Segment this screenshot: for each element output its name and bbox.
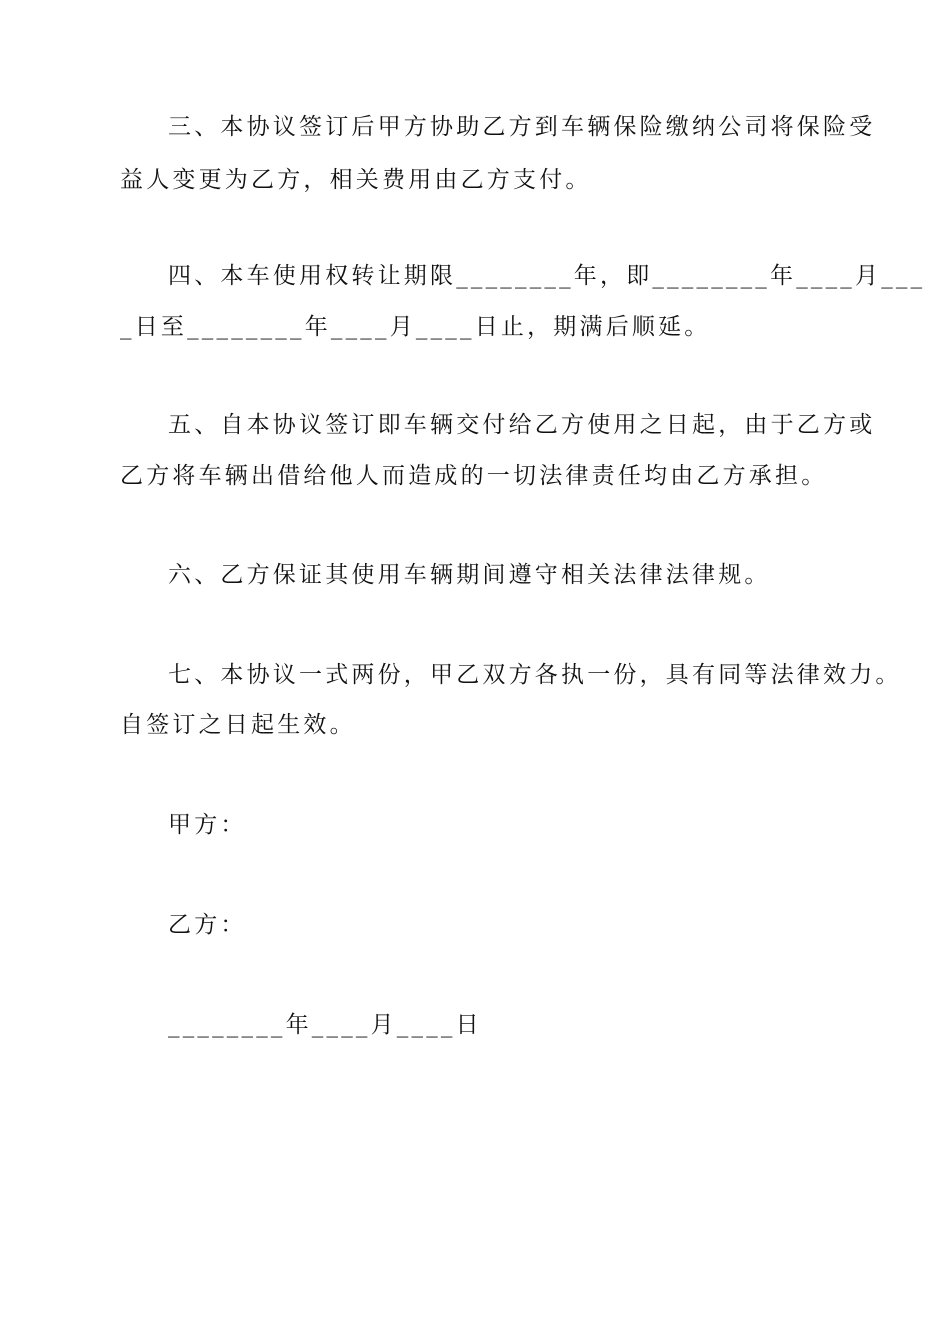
- party-b-signature-label: 乙方：: [168, 912, 247, 938]
- clause-3-line-1: 三、本协议签订后甲方协助乙方到车辆保险缴纳公司将保险受: [168, 114, 876, 140]
- clause-3-line-2: 益人变更为乙方，相关费用由乙方支付。: [120, 167, 592, 193]
- clause-6-line-1: 六、乙方保证其使用车辆期间遵守相关法律法律规。: [168, 562, 771, 588]
- clause-5-line-2: 乙方将车辆出借给他人而造成的一切法律责任均由乙方承担。: [120, 463, 828, 489]
- clause-7-line-1: 七、本协议一式两份，甲乙双方各执一份，具有同等法律效力。: [168, 662, 902, 688]
- clause-7-line-2: 自签订之日起生效。: [120, 712, 356, 738]
- clause-5-line-1: 五、自本协议签订即车辆交付给乙方使用之日起，由于乙方或: [168, 412, 876, 438]
- party-a-signature-label: 甲方：: [168, 812, 247, 838]
- clause-4-line-2: _日至________年____月____日止，期满后顺延。: [120, 314, 711, 340]
- clause-4-line-1: 四、本车使用权转让期限________年，即________年____月___: [168, 263, 926, 289]
- signature-date-line: ________年____月____日: [168, 1012, 482, 1038]
